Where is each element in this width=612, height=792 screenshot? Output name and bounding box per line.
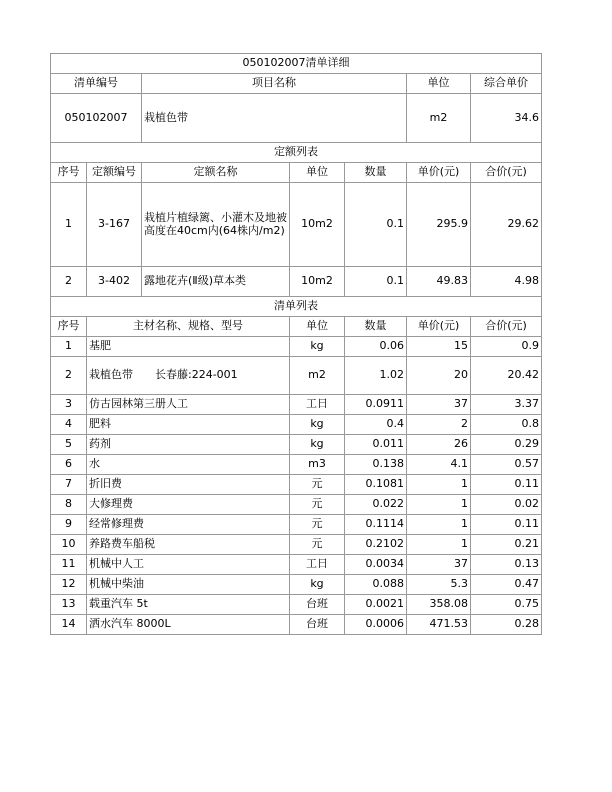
material-total: 0.9: [471, 337, 542, 357]
material-name: 机械中人工: [87, 555, 290, 575]
material-name: 肥料: [87, 415, 290, 435]
quota-qty: 0.1: [345, 267, 407, 297]
material-unit: kg: [290, 337, 345, 357]
quota-no: 2: [51, 267, 87, 297]
quota-no: 1: [51, 183, 87, 267]
material-name: 折旧费: [87, 475, 290, 495]
material-price: 1: [407, 475, 471, 495]
material-total: 0.75: [471, 595, 542, 615]
material-unit: 元: [290, 515, 345, 535]
material-total: 0.21: [471, 535, 542, 555]
material-qty: 0.2102: [345, 535, 407, 555]
material-name: 药剂: [87, 435, 290, 455]
material-price: 4.1: [407, 455, 471, 475]
material-row: [51, 455, 542, 475]
quota-section-row: [51, 143, 542, 163]
material-unit: 工日: [290, 395, 345, 415]
material-qty: 0.0021: [345, 595, 407, 615]
material-qty: 0.1081: [345, 475, 407, 495]
material-row: [51, 515, 542, 535]
quota-header-code: 定额编号: [87, 163, 142, 183]
material-name: 机械中柴油: [87, 575, 290, 595]
material-name: 洒水汽车 8000L: [87, 615, 290, 635]
material-no: 10: [51, 535, 87, 555]
material-qty: 0.0911: [345, 395, 407, 415]
material-row: [51, 615, 542, 635]
material-price: 20: [407, 357, 471, 395]
material-unit: kg: [290, 415, 345, 435]
bill-header-row: [51, 74, 542, 94]
material-no: 4: [51, 415, 87, 435]
material-name: 水: [87, 455, 290, 475]
material-total: 0.47: [471, 575, 542, 595]
material-qty: 1.02: [345, 357, 407, 395]
material-no: 5: [51, 435, 87, 455]
material-no: 9: [51, 515, 87, 535]
material-no: 14: [51, 615, 87, 635]
material-header-no: 序号: [51, 317, 87, 337]
material-row: [51, 595, 542, 615]
material-total: 0.28: [471, 615, 542, 635]
item-unit: m2: [407, 94, 471, 143]
material-price: 1: [407, 495, 471, 515]
quota-header-no: 序号: [51, 163, 87, 183]
material-price: 471.53: [407, 615, 471, 635]
material-name: 大修理费: [87, 495, 290, 515]
material-row: [51, 535, 542, 555]
material-row: [51, 575, 542, 595]
material-total: 0.11: [471, 515, 542, 535]
material-section-row: [51, 297, 542, 317]
quota-unit: 10m2: [290, 183, 345, 267]
price-header: 综合单价: [471, 74, 542, 94]
material-no: 7: [51, 475, 87, 495]
material-total: 0.8: [471, 415, 542, 435]
material-price: 26: [407, 435, 471, 455]
material-qty: 0.4: [345, 415, 407, 435]
name-header: 项目名称: [142, 74, 407, 94]
material-no: 11: [51, 555, 87, 575]
material-price: 15: [407, 337, 471, 357]
bill-detail-table: [50, 53, 542, 635]
material-unit: 台班: [290, 595, 345, 615]
material-total: 0.57: [471, 455, 542, 475]
quota-price: 295.9: [407, 183, 471, 267]
quota-header-price: 单价(元): [407, 163, 471, 183]
material-unit: 台班: [290, 615, 345, 635]
material-price: 1: [407, 535, 471, 555]
material-row: [51, 337, 542, 357]
material-qty: 0.011: [345, 435, 407, 455]
material-qty: 0.138: [345, 455, 407, 475]
material-header-row: [51, 317, 542, 337]
material-total: 0.13: [471, 555, 542, 575]
material-no: 2: [51, 357, 87, 395]
material-unit: kg: [290, 575, 345, 595]
material-no: 8: [51, 495, 87, 515]
material-unit: m2: [290, 357, 345, 395]
unit-header: 单位: [407, 74, 471, 94]
material-price: 358.08: [407, 595, 471, 615]
material-no: 6: [51, 455, 87, 475]
material-no: 1: [51, 337, 87, 357]
quota-header-unit: 单位: [290, 163, 345, 183]
material-header-qty: 数量: [345, 317, 407, 337]
material-name: 栽植色带 长春藤:224-001: [87, 357, 290, 395]
material-row: [51, 435, 542, 455]
material-row: [51, 475, 542, 495]
material-price: 5.3: [407, 575, 471, 595]
quota-header-qty: 数量: [345, 163, 407, 183]
material-total: 0.11: [471, 475, 542, 495]
material-no: 12: [51, 575, 87, 595]
quota-header-total: 合价(元): [471, 163, 542, 183]
material-name: 经常修理费: [87, 515, 290, 535]
title-row: [51, 54, 542, 74]
quota-qty: 0.1: [345, 183, 407, 267]
quota-code: 3-402: [87, 267, 142, 297]
material-unit: 元: [290, 495, 345, 515]
material-unit: 元: [290, 475, 345, 495]
table-title: 050102007清单详细: [51, 54, 542, 74]
material-qty: 0.0034: [345, 555, 407, 575]
material-qty: 0.1114: [345, 515, 407, 535]
material-price: 37: [407, 555, 471, 575]
material-row: [51, 415, 542, 435]
material-row: [51, 495, 542, 515]
quota-total: 4.98: [471, 267, 542, 297]
quota-total: 29.62: [471, 183, 542, 267]
material-unit: kg: [290, 435, 345, 455]
material-header-total: 合价(元): [471, 317, 542, 337]
quota-name: 栽植片植绿篱、小灌木及地被高度在40cm内(64株内/m2): [142, 183, 290, 267]
material-total: 3.37: [471, 395, 542, 415]
material-qty: 0.06: [345, 337, 407, 357]
material-name: 载重汽车 5t: [87, 595, 290, 615]
code-header: 清单编号: [51, 74, 142, 94]
material-row: [51, 395, 542, 415]
material-unit: 工日: [290, 555, 345, 575]
material-unit: m3: [290, 455, 345, 475]
material-qty: 0.0006: [345, 615, 407, 635]
quota-code: 3-167: [87, 183, 142, 267]
quota-section-title: 定额列表: [51, 143, 542, 163]
material-total: 20.42: [471, 357, 542, 395]
bill-item-row: [51, 94, 542, 143]
quota-header-row: [51, 163, 542, 183]
material-price: 1: [407, 515, 471, 535]
quota-name: 露地花卉(Ⅱ级)草本类: [142, 267, 290, 297]
quota-row: [51, 183, 542, 267]
material-row: [51, 555, 542, 575]
quota-price: 49.83: [407, 267, 471, 297]
material-name: 仿古园林第三册人工: [87, 395, 290, 415]
material-qty: 0.022: [345, 495, 407, 515]
quota-header-name: 定额名称: [142, 163, 290, 183]
material-row: [51, 357, 542, 395]
material-name: 养路费车船税: [87, 535, 290, 555]
material-unit: 元: [290, 535, 345, 555]
material-total: 0.29: [471, 435, 542, 455]
material-header-name: 主材名称、规格、型号: [87, 317, 290, 337]
material-price: 37: [407, 395, 471, 415]
item-price: 34.6: [471, 94, 542, 143]
material-price: 2: [407, 415, 471, 435]
quota-row: [51, 267, 542, 297]
item-name: 栽植色带: [142, 94, 407, 143]
quota-unit: 10m2: [290, 267, 345, 297]
material-no: 3: [51, 395, 87, 415]
item-code: 050102007: [51, 94, 142, 143]
material-total: 0.02: [471, 495, 542, 515]
material-section-title: 清单列表: [51, 297, 542, 317]
material-header-price: 单价(元): [407, 317, 471, 337]
material-name: 基肥: [87, 337, 290, 357]
material-qty: 0.088: [345, 575, 407, 595]
material-no: 13: [51, 595, 87, 615]
material-header-unit: 单位: [290, 317, 345, 337]
